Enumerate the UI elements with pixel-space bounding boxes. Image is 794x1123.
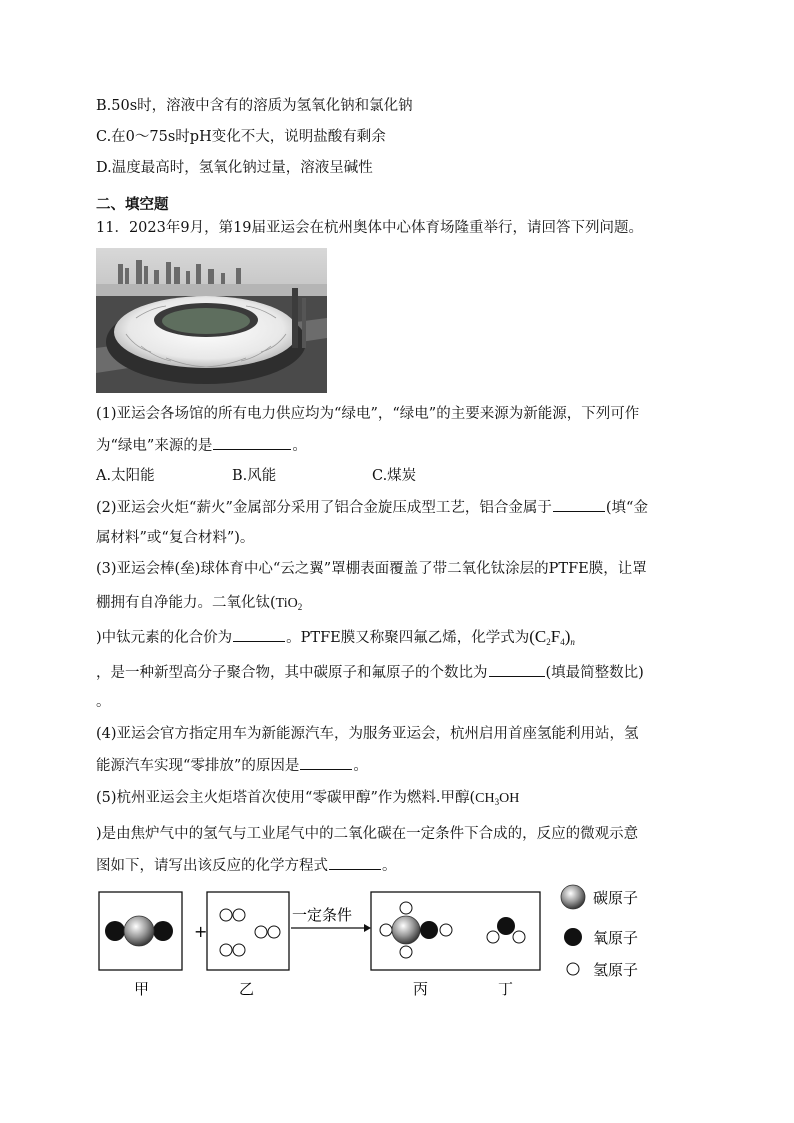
q11-part2-hint: (填“金 [605,500,648,516]
legend-carbon-icon [561,885,585,909]
q11-part1-line1: (1)亚运会各场馆的所有电力供应均为“绿电”，“绿电”的主要来源为新能源，下列可作 [96,406,640,422]
oxygen-atom [420,921,438,939]
q11-part4-end: 。 [353,758,368,774]
q11-part5-end: 。 [382,858,397,874]
legend-hydrogen: 氢原子 [593,961,639,979]
option-d: D.温度最高时，氢氧化钠过量，溶液呈碱性 [96,160,373,176]
q11-part3-line5: 。 [96,694,111,710]
q11-part3-text2: )中钛元素的化合价为 [96,630,233,646]
q11-part3-text: 棚拥有自净能力。二氧化钛( [96,595,276,611]
stadium-photo [96,248,327,393]
ch3oh-formula: $CH_3OH$ [475,791,520,807]
answer-blank-6[interactable] [329,855,381,870]
q11-part1-line2 [96,435,307,456]
option-b: B.50s时，溶液中含有的溶质为氢氧化钠和氯化钠 [96,98,413,114]
q11-part3-text3: 。PTFE膜又称聚四氟乙烯，化学式为 [286,630,530,646]
question-11-stem: 11．2023年9月，第19届亚运会在杭州奥体中心体育场隆重举行，请回答下列问题。 [96,220,644,236]
q11-part3-hint: (填最简整数比) [545,665,644,681]
q11-part3-line3 [96,627,575,652]
plus-sign: + [194,922,208,941]
oxygen-atom [153,921,173,941]
q11-part5-text2: 图如下，请写出该反应的化学方程式 [96,858,328,874]
q11-part3-line1: (3)亚运会棒(垒)球体育中心“云之翼”罩棚表面覆盖了带二氧化钛涂层的PTFE膜，让罩 [96,561,647,577]
legend-carbon: 碳原子 [593,889,639,907]
label-bing: 丙 [413,980,429,998]
q11-part3-line2 [96,593,302,617]
q11-part4-line1: (4)亚运会官方指定用车为新能源汽车，为服务亚运会，杭州启用首座氢能利用站，氢 [96,726,639,742]
q11-part3-line4 [96,662,644,683]
q11-part2-line1 [96,497,648,518]
reaction-condition: 一定条件 [292,906,353,924]
q11-part5-line1 [96,788,519,812]
option-a-solar: A.太阳能 [96,468,155,484]
ptfe-formula: $(C_2F_4)_n$ [529,627,575,647]
section-title: 二、填空题 [96,197,169,213]
label-jia: 甲 [134,980,150,998]
tio2-formula: TiO$_2$ [275,596,303,612]
carbon-atom [124,916,154,946]
oxygen-atom [497,917,515,935]
answer-blank-1[interactable] [213,435,291,450]
legend-hydrogen-icon [567,963,579,975]
q11-part2-line2: 属材料”或“复合材料”)。 [96,530,255,546]
answer-blank-2[interactable] [553,497,605,512]
q11-part4-text: 能源汽车实现“零排放”的原因是 [96,758,300,774]
legend-oxygen: 氧原子 [593,929,639,947]
carbon-atom [392,916,420,944]
reaction-diagram [96,884,696,1004]
q11-part1-text: 为“绿电”来源的是 [96,438,213,454]
q11-part2-text: (2)亚运会火炬“薪火”金属部分采用了铝合金旋压成型工艺，铝合金属于 [96,500,552,516]
answer-blank-4[interactable] [489,662,545,677]
q11-part1-options [96,466,416,486]
answer-blank-5[interactable] [300,755,352,770]
option-c: C.在0～75s时pH变化不大，说明盐酸有剩余 [96,129,386,145]
answer-blank-3[interactable] [233,627,285,642]
option-b-wind: B.风能 [232,468,277,484]
q11-part1-end: 。 [292,438,307,454]
label-ding: 丁 [498,980,514,998]
q11-part3-text4: ，是一种新型高分子聚合物，其中碳原子和氟原子的个数比为 [96,665,488,681]
q11-part5-line3 [96,855,397,876]
q11-part5-text: (5)杭州亚运会主火炬塔首次使用“零碳甲醇”作为燃料.甲醇( [96,790,476,806]
q11-part4-line2 [96,755,368,776]
label-yi: 乙 [239,980,255,998]
legend-oxygen-icon [564,928,582,946]
oxygen-atom [105,921,125,941]
q11-part5-line2: )是由焦炉气中的氢气与工业尾气中的二氧化碳在一定条件下合成的，反应的微观示意 [96,826,639,842]
option-c-coal: C.煤炭 [372,468,417,484]
